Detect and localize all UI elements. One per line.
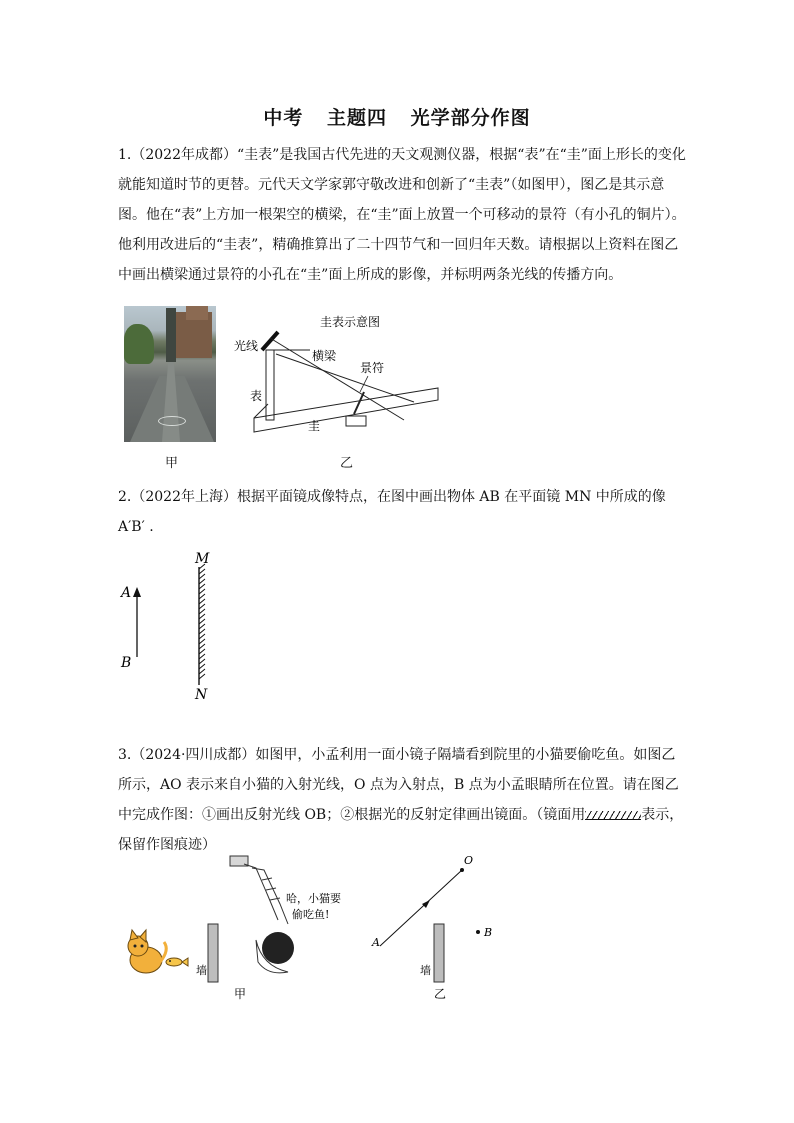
hatch-mark [199,649,205,654]
wall-label: 墙 [420,964,431,977]
label-jingfu: 景符 [360,361,385,375]
hatch-mark [199,589,205,594]
fish-icon [166,958,188,966]
hatch-mark [199,609,205,614]
title-part3: 光学部分作图 [410,107,531,129]
label-gui: 圭 [308,419,321,433]
light-line-lower [276,354,414,402]
biao-pillar [266,350,274,420]
hatch-mark [199,629,205,634]
q1-line: 中画出横梁通过景符的小孔在“圭”面上所成的影像，并标明两条光线的传播方向。 [118,267,623,283]
q1-line: 就能知道时节的更替。元代天文学家郭守敬改进和创新了“圭表”（如图甲），图乙是其示意 [118,177,665,193]
hatch-mark [199,654,205,659]
hatch-mark [199,634,205,639]
hatch-mark [199,674,205,679]
q1-caption-jia: 甲 [165,456,179,471]
question-3-text [118,740,692,860]
ray-arrow [422,900,430,908]
jingfu-block [346,416,366,426]
title-part1: 中考 [263,107,304,129]
q3-figure-jia [118,850,368,1005]
q3-line: 3.（2024·四川成都）如图甲，小孟利用一面小镜子隔墙看到院里的小猫要偷吃鱼。如图乙 [118,747,676,763]
label-light: 光线 [234,339,259,353]
hatch-mark [199,624,205,629]
question-1-text [118,140,692,290]
hatch-mark [199,599,205,604]
hatch-mark [199,569,205,574]
hatch-mark [199,644,205,649]
label-A: A [372,936,380,949]
q3-caption-jia: 甲 [234,987,247,1001]
wall-left [208,924,218,982]
q1-caption-yi: 乙 [340,456,354,471]
hatch-mark [199,614,205,619]
label-O: O [464,854,474,867]
hatch-mark [199,574,205,579]
q1-line: 1.（2022年成都）“圭表”是我国古代先进的天文观测仪器，根据“表”在“圭”面上形长的变化 [118,147,686,163]
label-beam: 横梁 [312,349,337,363]
q3-line-part: 表示， [641,807,684,823]
hatch-mark [199,584,205,589]
q3-figure-yi [368,850,508,1005]
label-B: B [484,926,493,939]
jingfu-plate [354,392,364,414]
q3-caption-yi: 乙 [434,987,447,1001]
cat-icon [128,930,166,973]
hatch-mark [199,594,205,599]
label-A: A [121,585,132,601]
arrow-head [133,587,141,597]
page-title [0,103,794,130]
q1-line: 他利用改进后的“圭表”，精确推算出了二十四节气和一回归年天数。请根据以上资料在图乙 [118,237,679,253]
label-N: N [195,687,208,703]
mirror-diagram [115,545,225,705]
hatch-mark [199,604,205,609]
q1-line: 图。他在“表”上方加一根架空的横梁，在“圭”面上放置一个可移动的景符（有小孔的铜片）。 [118,207,686,223]
incident-ray-AO [380,870,462,946]
point-B [476,930,480,934]
light-line-upper [270,338,404,420]
title-part2: 主题四 [326,107,387,129]
hatch-mark [199,659,205,664]
hatch-mark [199,669,205,674]
hatch-mark [199,619,205,624]
guibiao-photo [124,306,216,442]
label-biao: 表 [250,389,263,403]
q2-line: A′B′ . [118,519,154,535]
hatch-mark [199,664,205,669]
wall-right [434,924,444,982]
speech-line-1: 哈，小猫要 [286,892,341,905]
mirror-hatching [199,564,205,679]
question-2-text [118,482,692,542]
q2-line: 2.（2022年上海）根据平面镜成像特点，在图中画出物体 AB 在平面镜 MN 中所成的像 [118,489,666,505]
q3-line-part: 中完成作图：①画出反射光线 OB；②根据光的反射定律画出镜面。（镜面用 [118,807,586,823]
hatch-mark [199,579,205,584]
mirror-symbol-icon [585,811,641,820]
person-icon [230,856,294,973]
q3-line: 所示，AO 表示来自小猫的入射光线，O 点为入射点，B 点为小孟眼睛所在位置。请在图乙 [118,777,679,793]
wall-label: 墙 [196,964,207,977]
label-B: B [121,655,132,671]
guibiao-diagram [228,310,448,470]
q3-line [118,800,692,830]
q3-line: 保留作图痕迹） [118,837,216,853]
diagram-title: 圭表示意图 [320,315,381,329]
hatch-mark [199,639,205,644]
label-M: M [195,551,210,567]
speech-line-2: 偷吃鱼! [292,908,330,921]
